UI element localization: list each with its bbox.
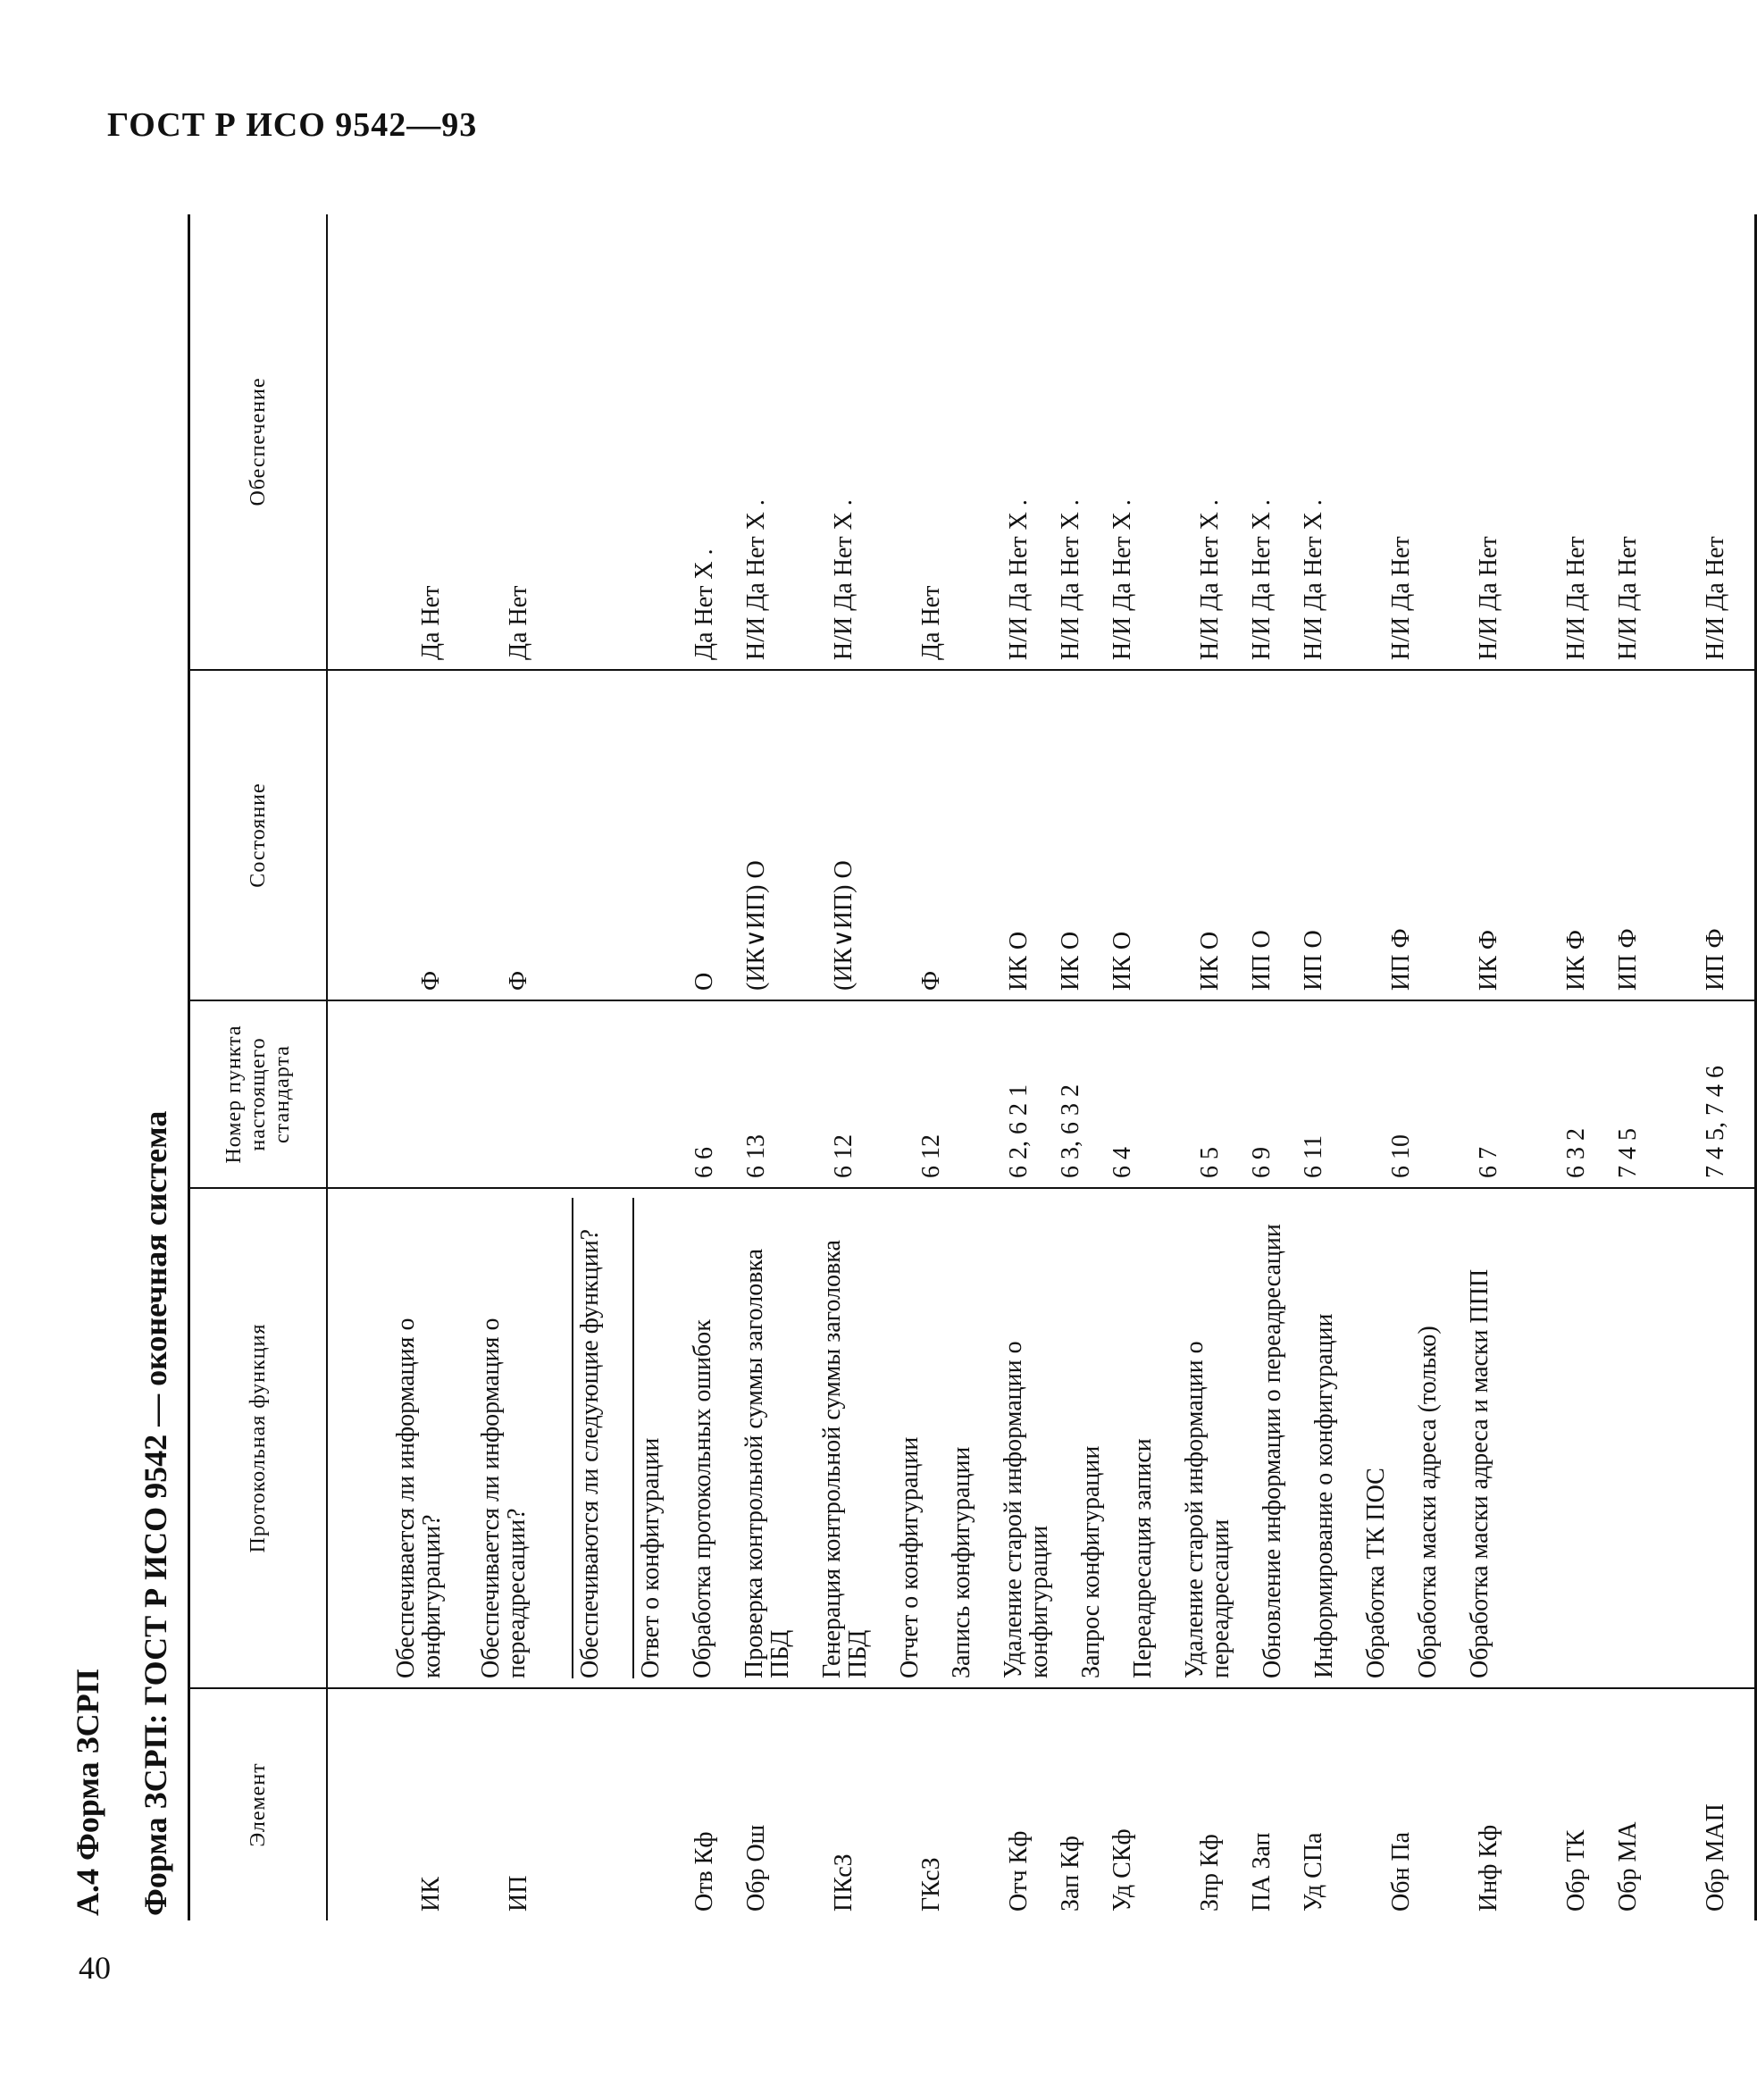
support-cell: Н/И Да Нет <box>1702 536 1729 660</box>
function-cell: Переадресация записи <box>1129 1438 1157 1678</box>
element-cell: Отч Кф <box>1005 1830 1033 1912</box>
status-cell: ИП Ф <box>1702 928 1729 991</box>
support-cell: Н/И Да Нет Х . <box>1005 499 1033 660</box>
column-header: Элемент <box>189 1688 328 1920</box>
status-cell: ИП О <box>1248 930 1276 991</box>
function-cell: Удаление старой информации о конфигурации <box>1000 1341 1053 1678</box>
section-title: А.4 Форма ЗСРП <box>70 1669 105 1916</box>
reference-cell: 6 12 <box>917 1134 945 1178</box>
function-cell: Удаление старой информации о переадресации <box>1181 1341 1234 1678</box>
element-cell: Обр МА <box>1614 1821 1642 1912</box>
function-column <box>327 1188 1756 1688</box>
status-column <box>327 670 1756 1000</box>
status-cell: ИП Ф <box>1387 928 1415 991</box>
reference-cell <box>506 1010 531 1178</box>
support-column <box>327 214 1756 670</box>
reference-column <box>327 1000 1756 1188</box>
status-cell: (ИК∨ИП) О <box>742 860 770 991</box>
status-cell: (ИК∨ИП) О <box>830 860 858 991</box>
function-cell: Обеспечивается ли информация о переадресации? <box>477 1318 531 1678</box>
reference-cell: 6 9 <box>1248 1147 1276 1178</box>
function-cell: Обработка ТК ПОС <box>1362 1468 1390 1678</box>
function-cell: Обновление информации о переадресации <box>1259 1224 1286 1678</box>
function-cell: Запрос конфигурации <box>1077 1445 1105 1678</box>
status-cell: Ф <box>417 970 445 991</box>
element-cell: Обр МАП <box>1702 1803 1729 1912</box>
support-cell: Н/И Да Нет <box>1614 536 1642 660</box>
reference-cell: 6 10 <box>1387 1134 1415 1178</box>
element-cell: Обр Ош <box>742 1824 770 1912</box>
support-cell: Н/И Да Нет Х . <box>830 499 858 660</box>
status-cell: Ф <box>505 970 532 991</box>
support-cell: Н/И Да Нет Х . <box>1300 499 1327 660</box>
support-cell: Н/И Да Нет Х . <box>742 499 770 660</box>
reference-cell: 6 3, 6 3 2 <box>1057 1084 1084 1178</box>
support-cell: Да Нет <box>417 585 445 660</box>
element-cell: Уд СПа <box>1300 1832 1327 1912</box>
element-cell: Зпр Кф <box>1196 1834 1224 1912</box>
function-cell: Обработка маски адреса (только) <box>1414 1326 1442 1678</box>
support-cell: Н/И Да Нет Х . <box>1057 499 1084 660</box>
function-cell: Проверка контрольной суммы заголовка ПБД <box>740 1248 794 1678</box>
function-cell: Обработка протокольных ошибок <box>689 1319 716 1678</box>
support-cell: Н/И Да Нет <box>1475 536 1502 660</box>
element-cell: ГКсЗ <box>917 1857 945 1912</box>
status-cell: ИК Ф <box>1562 929 1590 991</box>
reference-cell: 7 4 5 <box>1614 1128 1642 1178</box>
function-cell: Ответ о конфигурации <box>632 1198 664 1678</box>
column-header: Обеспечение <box>189 214 328 670</box>
column-header: Протокольная функция <box>189 1188 328 1688</box>
element-cell: ИК <box>417 1877 445 1912</box>
status-cell: Ф <box>917 970 945 991</box>
function-cell: Обработка маски адреса и маски ППП <box>1466 1268 1493 1678</box>
support-cell: Н/И Да Нет <box>1562 536 1590 660</box>
element-cell: ИП <box>505 1875 532 1912</box>
element-cell: ПКсЗ <box>830 1853 858 1912</box>
column-header: Состояние <box>189 670 328 1000</box>
status-cell: ИП О <box>1300 930 1327 991</box>
status-cell: О <box>690 972 718 991</box>
functions-intro: Обеспечиваются ли следующие функции? <box>572 1198 603 1678</box>
element-cell: Зап Кф <box>1057 1836 1084 1912</box>
function-cell: Информирование о конфигурации <box>1310 1313 1338 1678</box>
function-cell: Запись конфигурации <box>948 1446 975 1678</box>
table-header-row <box>189 214 328 1920</box>
reference-cell: 6 5 <box>1196 1147 1224 1178</box>
pics-table <box>188 214 1757 1920</box>
reference-cell: 6 2, 6 2 1 <box>1005 1084 1033 1178</box>
support-cell: Н/И Да Нет Х . <box>1248 499 1276 660</box>
page-number: 40 <box>79 1950 111 1986</box>
table-body <box>327 214 1756 1920</box>
element-cell: ПА Зап <box>1248 1832 1276 1912</box>
function-cell: Генерация контрольной суммы заголовка ПБД <box>818 1240 872 1678</box>
running-header: ГОСТ Р ИСО 9542—93 <box>107 106 478 144</box>
element-cell: Обр ТК <box>1562 1829 1590 1912</box>
support-cell: Н/И Да Нет Х . <box>1196 499 1224 660</box>
element-cell: Отв Кф <box>690 1831 718 1912</box>
support-cell: Н/И Да Нет <box>1387 536 1415 660</box>
rotated-table-container <box>188 214 1729 1920</box>
support-cell: Да Нет <box>917 585 945 660</box>
status-cell: ИК О <box>1057 931 1084 991</box>
reference-cell: 6 3 2 <box>1562 1128 1590 1178</box>
function-cell: Отчет о конфигурации <box>896 1436 924 1678</box>
reference-cell: 6 13 <box>742 1134 770 1178</box>
reference-cell: 6 12 <box>830 1134 858 1178</box>
reference-cell: 7 4 5, 7 4 6 <box>1702 1066 1729 1178</box>
element-cell: Обн Па <box>1387 1831 1415 1912</box>
element-cell: Инф Кф <box>1475 1824 1502 1912</box>
reference-cell: 6 7 <box>1475 1147 1502 1178</box>
support-cell: Н/И Да Нет Х . <box>1109 499 1136 660</box>
element-cell: Уд СКф <box>1109 1828 1136 1912</box>
reference-cell: 6 6 <box>690 1147 718 1178</box>
column-header: Номер пункта настоящего стандарта <box>189 1000 328 1188</box>
reference-cell: 6 4 <box>1109 1147 1136 1178</box>
status-cell: ИК О <box>1005 931 1033 991</box>
support-cell: Да Нет <box>505 585 532 660</box>
reference-cell: 6 11 <box>1300 1135 1327 1178</box>
status-cell: ИК О <box>1196 931 1224 991</box>
reference-cell <box>418 1010 444 1178</box>
element-column <box>327 1688 1756 1920</box>
form-title: Форма ЗСРП: ГОСТ Р ИСО 9542 — оконечная система <box>138 1110 173 1916</box>
support-cell: Да Нет Х . <box>690 548 718 660</box>
function-cell: Обеспечивается ли информация о конфигурации? <box>392 1318 446 1678</box>
status-cell: ИК О <box>1109 931 1136 991</box>
status-cell: ИК Ф <box>1475 929 1502 991</box>
status-cell: ИП Ф <box>1614 928 1642 991</box>
